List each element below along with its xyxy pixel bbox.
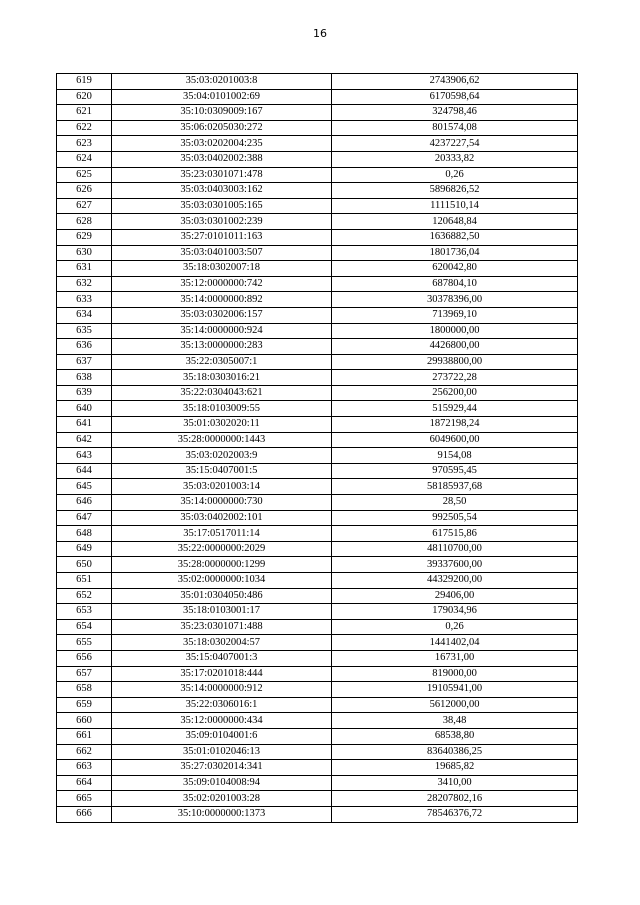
- row-number-cell: 653: [57, 604, 112, 620]
- cadastral-number-cell: 35:03:0201003:14: [112, 479, 332, 495]
- table-row: [57, 526, 578, 542]
- cadastral-number-cell: 35:27:0101011:163: [112, 229, 332, 245]
- value-cell: 256200,00: [332, 385, 578, 401]
- cadastral-number-cell: 35:03:0402002:388: [112, 151, 332, 167]
- cadastral-number-cell: 35:03:0201003:8: [112, 74, 332, 90]
- table-row: [57, 183, 578, 199]
- cadastral-number-cell: 35:09:0104001:6: [112, 728, 332, 744]
- table-row: [57, 74, 578, 90]
- cadastral-number-cell: 35:17:0201018:444: [112, 666, 332, 682]
- value-cell: 20333,82: [332, 151, 578, 167]
- row-number-cell: 648: [57, 526, 112, 542]
- row-number-cell: 631: [57, 261, 112, 277]
- cadastral-number-cell: 35:22:0000000:2029: [112, 541, 332, 557]
- row-number-cell: 661: [57, 728, 112, 744]
- row-number-cell: 620: [57, 89, 112, 105]
- value-cell: 120648,84: [332, 214, 578, 230]
- value-cell: 819000,00: [332, 666, 578, 682]
- value-cell: 617515,86: [332, 526, 578, 542]
- cadastral-number-cell: 35:12:0000000:434: [112, 713, 332, 729]
- row-number-cell: 640: [57, 401, 112, 417]
- row-number-cell: 621: [57, 105, 112, 121]
- value-cell: 1801736,04: [332, 245, 578, 261]
- row-number-cell: 623: [57, 136, 112, 152]
- row-number-cell: 650: [57, 557, 112, 573]
- table-row: [57, 479, 578, 495]
- value-cell: 44329200,00: [332, 573, 578, 589]
- cadastral-number-cell: 35:28:0000000:1299: [112, 557, 332, 573]
- row-number-cell: 624: [57, 151, 112, 167]
- value-cell: 179034,96: [332, 604, 578, 620]
- table-row: [57, 198, 578, 214]
- table-row: [57, 448, 578, 464]
- cadastral-number-cell: 35:09:0104008:94: [112, 775, 332, 791]
- value-cell: 273722,28: [332, 370, 578, 386]
- value-cell: 38,48: [332, 713, 578, 729]
- row-number-cell: 636: [57, 339, 112, 355]
- table-row: [57, 339, 578, 355]
- row-number-cell: 627: [57, 198, 112, 214]
- cadastral-number-cell: 35:10:0000000:1373: [112, 806, 332, 822]
- cadastral-number-cell: 35:18:0103001:17: [112, 604, 332, 620]
- table-row: [57, 229, 578, 245]
- cadastral-number-cell: 35:27:0302014:341: [112, 760, 332, 776]
- row-number-cell: 637: [57, 354, 112, 370]
- table-body: [57, 74, 578, 823]
- row-number-cell: 649: [57, 541, 112, 557]
- cadastral-number-cell: 35:01:0302020:11: [112, 417, 332, 433]
- cadastral-number-cell: 35:15:0407001:5: [112, 463, 332, 479]
- table-row: [57, 604, 578, 620]
- cadastral-number-cell: 35:03:0401003:507: [112, 245, 332, 261]
- table-row: [57, 588, 578, 604]
- table-row: [57, 245, 578, 261]
- value-cell: 9154,08: [332, 448, 578, 464]
- row-number-cell: 654: [57, 619, 112, 635]
- row-number-cell: 628: [57, 214, 112, 230]
- value-cell: 992505,54: [332, 510, 578, 526]
- cadastral-number-cell: 35:23:0301071:488: [112, 619, 332, 635]
- row-number-cell: 619: [57, 74, 112, 90]
- row-number-cell: 633: [57, 292, 112, 308]
- table-row: [57, 775, 578, 791]
- value-cell: 48110700,00: [332, 541, 578, 557]
- cadastral-number-cell: 35:03:0301005:165: [112, 198, 332, 214]
- cadastral-number-cell: 35:18:0302007:18: [112, 261, 332, 277]
- value-cell: 5896826,52: [332, 183, 578, 199]
- row-number-cell: 659: [57, 697, 112, 713]
- row-number-cell: 638: [57, 370, 112, 386]
- cadastral-number-cell: 35:03:0302006:157: [112, 307, 332, 323]
- cadastral-number-cell: 35:03:0402002:101: [112, 510, 332, 526]
- row-number-cell: 658: [57, 682, 112, 698]
- row-number-cell: 663: [57, 760, 112, 776]
- value-cell: 1441402,04: [332, 635, 578, 651]
- row-number-cell: 664: [57, 775, 112, 791]
- cadastral-number-cell: 35:10:0309009:167: [112, 105, 332, 121]
- table-row: [57, 541, 578, 557]
- cadastral-number-cell: 35:15:0407001:3: [112, 650, 332, 666]
- value-cell: 4426800,00: [332, 339, 578, 355]
- table-row: [57, 573, 578, 589]
- table-row: [57, 307, 578, 323]
- value-cell: 19685,82: [332, 760, 578, 776]
- value-cell: 3410,00: [332, 775, 578, 791]
- value-cell: 2743906,62: [332, 74, 578, 90]
- cadastral-number-cell: 35:01:0304050:486: [112, 588, 332, 604]
- value-cell: 29406,00: [332, 588, 578, 604]
- page-number: 16: [313, 27, 327, 40]
- value-cell: 28207802,16: [332, 791, 578, 807]
- value-cell: 515929,44: [332, 401, 578, 417]
- table-row: [57, 713, 578, 729]
- row-number-cell: 626: [57, 183, 112, 199]
- value-cell: 28,50: [332, 495, 578, 511]
- table-row: [57, 105, 578, 121]
- value-cell: 1800000,00: [332, 323, 578, 339]
- row-number-cell: 641: [57, 417, 112, 433]
- cadastral-number-cell: 35:06:0205030:272: [112, 120, 332, 136]
- row-number-cell: 647: [57, 510, 112, 526]
- row-number-cell: 662: [57, 744, 112, 760]
- table-row: [57, 354, 578, 370]
- value-cell: 39337600,00: [332, 557, 578, 573]
- cadastral-number-cell: 35:14:0000000:924: [112, 323, 332, 339]
- table-row: [57, 417, 578, 433]
- table-row: [57, 432, 578, 448]
- row-number-cell: 630: [57, 245, 112, 261]
- row-number-cell: 644: [57, 463, 112, 479]
- table-row: [57, 495, 578, 511]
- cadastral-number-cell: 35:03:0202003:9: [112, 448, 332, 464]
- table-row: [57, 89, 578, 105]
- table-row: [57, 635, 578, 651]
- value-cell: 324798,46: [332, 105, 578, 121]
- table-row: [57, 261, 578, 277]
- table-row: [57, 385, 578, 401]
- table-row: [57, 697, 578, 713]
- table-row: [57, 120, 578, 136]
- row-number-cell: 646: [57, 495, 112, 511]
- cadastral-number-cell: 35:18:0103009:55: [112, 401, 332, 417]
- table-row: [57, 370, 578, 386]
- table-row: [57, 510, 578, 526]
- value-cell: 4237227,54: [332, 136, 578, 152]
- value-cell: 801574,08: [332, 120, 578, 136]
- cadastral-number-cell: 35:14:0000000:892: [112, 292, 332, 308]
- row-number-cell: 629: [57, 229, 112, 245]
- cadastral-number-cell: 35:14:0000000:730: [112, 495, 332, 511]
- cadastral-number-cell: 35:22:0306016:1: [112, 697, 332, 713]
- value-cell: 0,26: [332, 167, 578, 183]
- table-row: [57, 276, 578, 292]
- value-cell: 0,26: [332, 619, 578, 635]
- cadastral-number-cell: 35:12:0000000:742: [112, 276, 332, 292]
- cadastral-number-cell: 35:03:0301002:239: [112, 214, 332, 230]
- value-cell: 1636882,50: [332, 229, 578, 245]
- row-number-cell: 655: [57, 635, 112, 651]
- table-row: [57, 666, 578, 682]
- value-cell: 83640386,25: [332, 744, 578, 760]
- row-number-cell: 632: [57, 276, 112, 292]
- value-cell: 68538,80: [332, 728, 578, 744]
- row-number-cell: 635: [57, 323, 112, 339]
- table-row: [57, 760, 578, 776]
- table-row: [57, 214, 578, 230]
- table-row: [57, 151, 578, 167]
- value-cell: 58185937,68: [332, 479, 578, 495]
- value-cell: 6049600,00: [332, 432, 578, 448]
- cadastral-number-cell: 35:23:0301071:478: [112, 167, 332, 183]
- table-row: [57, 682, 578, 698]
- value-cell: 620042,80: [332, 261, 578, 277]
- table-row: [57, 136, 578, 152]
- row-number-cell: 634: [57, 307, 112, 323]
- cadastral-number-cell: 35:28:0000000:1443: [112, 432, 332, 448]
- row-number-cell: 622: [57, 120, 112, 136]
- value-cell: 970595,45: [332, 463, 578, 479]
- value-cell: 30378396,00: [332, 292, 578, 308]
- value-cell: 1111510,14: [332, 198, 578, 214]
- value-cell: 19105941,00: [332, 682, 578, 698]
- row-number-cell: 652: [57, 588, 112, 604]
- table-row: [57, 791, 578, 807]
- cadastral-number-cell: 35:17:0517011:14: [112, 526, 332, 542]
- row-number-cell: 665: [57, 791, 112, 807]
- cadastral-value-table: [56, 73, 578, 823]
- cadastral-number-cell: 35:01:0102046:13: [112, 744, 332, 760]
- value-cell: 29938800,00: [332, 354, 578, 370]
- value-cell: 1872198,24: [332, 417, 578, 433]
- row-number-cell: 656: [57, 650, 112, 666]
- row-number-cell: 651: [57, 573, 112, 589]
- row-number-cell: 657: [57, 666, 112, 682]
- cadastral-number-cell: 35:18:0302004:57: [112, 635, 332, 651]
- cadastral-number-cell: 35:14:0000000:912: [112, 682, 332, 698]
- cadastral-number-cell: 35:04:0101002:69: [112, 89, 332, 105]
- table-row: [57, 650, 578, 666]
- table-row: [57, 619, 578, 635]
- cadastral-number-cell: 35:18:0303016:21: [112, 370, 332, 386]
- value-cell: 6170598,64: [332, 89, 578, 105]
- cadastral-number-cell: 35:22:0304043:621: [112, 385, 332, 401]
- table-row: [57, 728, 578, 744]
- row-number-cell: 639: [57, 385, 112, 401]
- table-row: [57, 557, 578, 573]
- row-number-cell: 645: [57, 479, 112, 495]
- table-row: [57, 744, 578, 760]
- table-row: [57, 463, 578, 479]
- value-cell: 713969,10: [332, 307, 578, 323]
- table-row: [57, 806, 578, 822]
- cadastral-number-cell: 35:13:0000000:283: [112, 339, 332, 355]
- value-cell: 78546376,72: [332, 806, 578, 822]
- table-row: [57, 167, 578, 183]
- row-number-cell: 625: [57, 167, 112, 183]
- row-number-cell: 642: [57, 432, 112, 448]
- cadastral-number-cell: 35:03:0403003:162: [112, 183, 332, 199]
- table-row: [57, 401, 578, 417]
- cadastral-number-cell: 35:02:0201003:28: [112, 791, 332, 807]
- row-number-cell: 666: [57, 806, 112, 822]
- row-number-cell: 643: [57, 448, 112, 464]
- cadastral-number-cell: 35:22:0305007:1: [112, 354, 332, 370]
- cadastral-number-cell: 35:03:0202004:235: [112, 136, 332, 152]
- value-cell: 5612000,00: [332, 697, 578, 713]
- table-row: [57, 323, 578, 339]
- row-number-cell: 660: [57, 713, 112, 729]
- cadastral-number-cell: 35:02:0000000:1034: [112, 573, 332, 589]
- table-row: [57, 292, 578, 308]
- value-cell: 687804,10: [332, 276, 578, 292]
- value-cell: 16731,00: [332, 650, 578, 666]
